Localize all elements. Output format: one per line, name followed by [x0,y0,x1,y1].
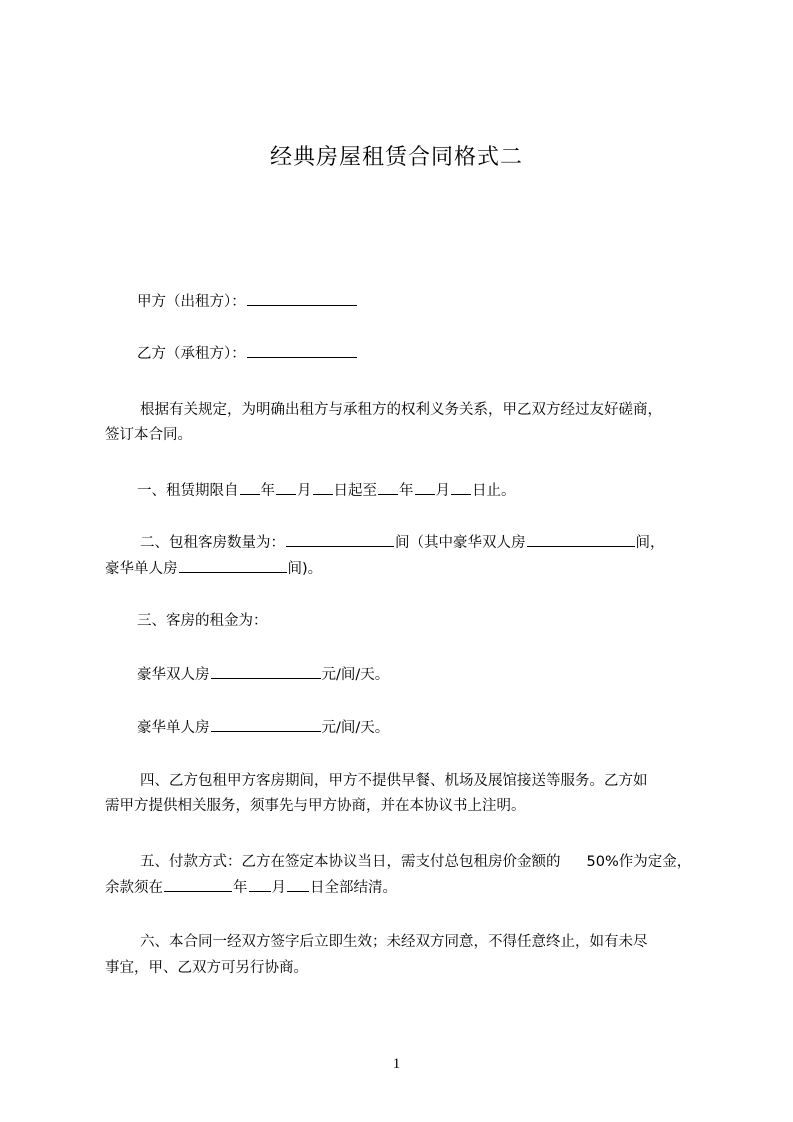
blank [240,480,260,495]
clause-5-line-1-text: 五、付款方式：乙方在签定本协议当日，需支付总包租房价金额的 [140,854,561,870]
document-title: 经典房屋租赁合同格式二 [269,145,523,170]
party-b-line [137,343,358,364]
blank [451,480,471,495]
blank [415,480,435,495]
party-a-line [137,291,358,312]
page-number: 1 [392,1056,401,1072]
clause-4-line-2: 需甲方提供相关服务，须事先与甲方协商，并在本协议书上注明。 [105,798,526,814]
clause-2-end-1: 间， [635,535,665,551]
clause-6-line-2: 事宜，甲、乙双方可另行协商。 [105,960,308,976]
blank [276,480,296,495]
clause-5-end: 日全部结清。 [310,880,397,896]
clause-3-double-unit: 元/间/天。 [321,667,390,683]
clause-2-line-2-start: 豪华单人房 [105,561,178,577]
clause-3-single-label: 豪华单人房 [137,720,210,736]
blank [313,480,333,495]
clause-1-year-1: 年 [260,483,275,499]
party-b-blank [247,343,357,358]
blank [211,717,321,732]
clause-3-double-label: 豪华双人房 [137,667,210,683]
clause-2-line-2 [105,558,322,579]
blank [164,877,232,892]
clause-4-line-1: 四、乙方包租甲方客房期间，甲方不提供早餐、机场及展馆接送等服务。乙方如 [140,773,648,789]
preamble-line-1: 根据有关规定，为明确出租方与承租方的权利义务关系，甲乙双方经过友好磋商， [140,402,662,418]
party-b-label: 乙方（承租方）： [137,346,246,362]
blank [286,532,394,547]
clause-5-line-1 [140,852,691,872]
clause-5-year: 年 [233,880,248,896]
clause-3-single [137,717,389,738]
clause-1-month-1: 月 [297,483,312,499]
clause-2-line-2-end: 间)。 [287,561,323,577]
clause-3-double [137,664,389,685]
blank [249,877,271,892]
clause-5-line-2 [105,877,397,898]
clause-3-single-unit: 元/间/天。 [321,720,390,736]
preamble-line-2: 签订本合同。 [105,427,192,443]
clause-2-intro: 二、包租客房数量为： [140,535,285,551]
clause-5-month: 月 [271,880,286,896]
blank [179,558,287,573]
blank [527,532,635,547]
clause-2-line-1 [140,532,665,553]
blank [378,480,398,495]
clause-1 [137,480,516,501]
clause-5-line-2-start: 余款须在 [105,880,163,896]
clause-5-percent: 50%作为定金， [586,854,692,870]
clause-1-month-2: 月 [435,483,450,499]
clause-2-mid: 间（其中豪华双人房 [395,535,526,551]
party-a-blank [247,291,357,306]
clause-1-day-end: 日止。 [472,483,516,499]
party-a-label: 甲方（出租方）： [137,294,246,310]
clause-1-year-2: 年 [399,483,414,499]
clause-3-heading: 三、客房的租金为： [137,613,268,629]
blank [287,877,309,892]
blank [211,664,321,679]
clause-1-day-to: 日起至 [333,483,377,499]
clause-1-intro: 一、租赁期限自 [137,483,239,499]
clause-6-line-1: 六、本合同一经双方签字后立即生效；未经双方同意，不得任意终止，如有未尽 [140,934,648,950]
